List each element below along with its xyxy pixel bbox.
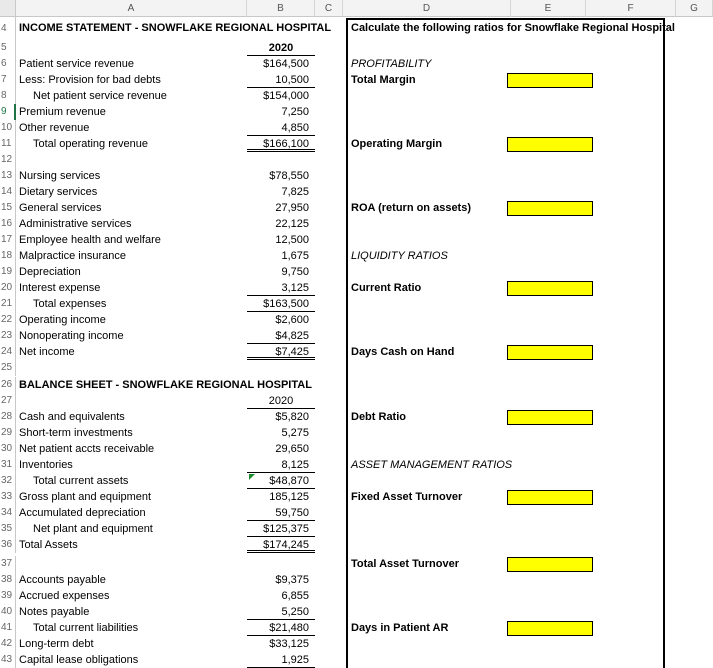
- row-header[interactable]: 12: [0, 152, 16, 168]
- line-item-label[interactable]: Interest expense: [19, 282, 101, 294]
- row-header[interactable]: 20: [0, 280, 16, 296]
- line-item-label[interactable]: Other revenue: [19, 122, 90, 134]
- line-item-label[interactable]: Long-term debt: [19, 638, 94, 650]
- row-header[interactable]: 37: [0, 556, 16, 572]
- line-item-label[interactable]: General services: [19, 202, 102, 214]
- ratio-label[interactable]: Days in Patient AR: [351, 622, 449, 634]
- row-header[interactable]: 42: [0, 636, 16, 652]
- row-header[interactable]: 24: [0, 344, 16, 360]
- line-item-label[interactable]: Total current assets: [33, 475, 129, 487]
- line-item-value[interactable]: 22,125: [275, 218, 309, 230]
- line-item-label[interactable]: Dietary services: [19, 186, 98, 198]
- line-item-value[interactable]: 59,750: [247, 505, 315, 521]
- line-item-label[interactable]: Total Assets: [19, 539, 78, 551]
- ratio-label[interactable]: Operating Margin: [351, 138, 443, 150]
- line-item-value[interactable]: $164,500: [263, 58, 309, 70]
- line-item-value[interactable]: 185,125: [269, 491, 309, 503]
- ratio-answer-cell[interactable]: [507, 410, 593, 425]
- line-item-label[interactable]: Net patient service revenue: [33, 90, 167, 102]
- section-title[interactable]: INCOME STATEMENT - SNOWFLAKE REGIONAL HOSPITAL: [19, 22, 332, 34]
- line-item-value[interactable]: $4,825: [247, 328, 315, 344]
- select-all-corner[interactable]: [0, 0, 16, 17]
- column-header-d[interactable]: D: [343, 0, 511, 17]
- ratio-section-heading[interactable]: ASSET MANAGEMENT RATIOS: [351, 459, 513, 471]
- line-item-label[interactable]: Accounts payable: [19, 574, 106, 586]
- row-header[interactable]: 18: [0, 248, 16, 264]
- line-item-value[interactable]: $7,425: [247, 344, 315, 360]
- column-header-g[interactable]: G: [676, 0, 713, 17]
- line-item-label[interactable]: Capital lease obligations: [19, 654, 139, 666]
- row-header[interactable]: 6: [0, 56, 16, 72]
- line-item-label[interactable]: Notes payable: [19, 606, 90, 618]
- row-header[interactable]: 7: [0, 72, 16, 88]
- line-item-label[interactable]: Malpractice insurance: [19, 250, 126, 262]
- line-item-value[interactable]: 29,650: [275, 443, 309, 455]
- line-item-value[interactable]: 10,500: [247, 72, 315, 88]
- ratio-section-heading[interactable]: LIQUIDITY RATIOS: [351, 250, 448, 262]
- line-item-label[interactable]: Accrued expenses: [19, 590, 110, 602]
- row-header[interactable]: 38: [0, 572, 16, 588]
- line-item-label[interactable]: Cash and equivalents: [19, 411, 125, 423]
- row-header[interactable]: 17: [0, 232, 16, 248]
- row-header[interactable]: 34: [0, 505, 16, 521]
- row-header[interactable]: 35: [0, 521, 16, 537]
- row-header[interactable]: 5: [0, 40, 16, 56]
- line-item-value[interactable]: $154,000: [263, 90, 309, 102]
- line-item-label[interactable]: Net income: [19, 346, 75, 358]
- ratio-answer-cell[interactable]: [507, 281, 593, 296]
- column-header-e[interactable]: E: [511, 0, 586, 17]
- line-item-label[interactable]: Nonoperating income: [19, 330, 124, 342]
- line-item-value[interactable]: $48,870: [247, 473, 315, 489]
- row-header[interactable]: 22: [0, 312, 16, 328]
- row-header[interactable]: 25: [0, 360, 16, 376]
- line-item-value[interactable]: 6,855: [281, 590, 309, 602]
- ratio-answer-cell[interactable]: [507, 201, 593, 216]
- row-header[interactable]: 23: [0, 328, 16, 344]
- year-header[interactable]: 2020: [247, 40, 315, 56]
- column-header-b[interactable]: B: [247, 0, 315, 17]
- line-item-value[interactable]: $21,480: [247, 620, 315, 636]
- line-item-value[interactable]: 4,850: [247, 120, 315, 136]
- ratio-label[interactable]: Days Cash on Hand: [351, 346, 455, 358]
- row-header[interactable]: 14: [0, 184, 16, 200]
- line-item-label[interactable]: Net plant and equipment: [33, 523, 153, 535]
- row-header[interactable]: 21: [0, 296, 16, 312]
- line-item-value[interactable]: $163,500: [247, 296, 315, 312]
- row-header[interactable]: 9: [0, 104, 16, 120]
- line-item-value[interactable]: $78,550: [269, 170, 309, 182]
- ratio-label[interactable]: Fixed Asset Turnover: [351, 491, 463, 503]
- row-header[interactable]: 11: [0, 136, 16, 152]
- ratio-label[interactable]: Total Asset Turnover: [351, 558, 459, 570]
- ratio-label[interactable]: Debt Ratio: [351, 411, 406, 423]
- line-item-value[interactable]: 9,750: [281, 266, 309, 278]
- row-header[interactable]: 28: [0, 409, 16, 425]
- row-header[interactable]: 40: [0, 604, 16, 620]
- line-item-label[interactable]: Employee health and welfare: [19, 234, 161, 246]
- line-item-label[interactable]: Depreciation: [19, 266, 81, 278]
- column-header-a[interactable]: A: [16, 0, 247, 17]
- line-item-value[interactable]: 27,950: [275, 202, 309, 214]
- line-item-value[interactable]: $174,245: [247, 537, 315, 553]
- row-header[interactable]: 43: [0, 652, 16, 668]
- row-header[interactable]: 36: [0, 537, 16, 553]
- row-header[interactable]: 19: [0, 264, 16, 280]
- row-header[interactable]: 41: [0, 620, 16, 636]
- ratio-answer-cell[interactable]: [507, 557, 593, 572]
- row-header[interactable]: 16: [0, 216, 16, 232]
- line-item-label[interactable]: Administrative services: [19, 218, 132, 230]
- line-item-label[interactable]: Total expenses: [33, 298, 107, 310]
- line-item-label[interactable]: Premium revenue: [19, 106, 106, 118]
- row-header[interactable]: 26: [0, 377, 16, 393]
- row-header[interactable]: 15: [0, 200, 16, 216]
- line-item-label[interactable]: Patient service revenue: [19, 58, 134, 70]
- ratio-label[interactable]: ROA (return on assets): [351, 202, 472, 214]
- section-title[interactable]: BALANCE SHEET - SNOWFLAKE REGIONAL HOSPITAL: [19, 379, 312, 391]
- row-header[interactable]: 27: [0, 393, 16, 409]
- line-item-value[interactable]: 12,500: [275, 234, 309, 246]
- line-item-value[interactable]: $2,600: [275, 314, 309, 326]
- ratio-answer-cell[interactable]: [507, 73, 593, 88]
- row-header[interactable]: 31: [0, 457, 16, 473]
- ratios-title[interactable]: Calculate the following ratios for Snowflake Regional Hospital: [351, 22, 675, 34]
- row-header[interactable]: 10: [0, 120, 16, 136]
- line-item-label[interactable]: Nursing services: [19, 170, 101, 182]
- line-item-value[interactable]: 7,825: [281, 186, 309, 198]
- row-header[interactable]: 33: [0, 489, 16, 505]
- line-item-value[interactable]: $5,820: [275, 411, 309, 423]
- ratio-answer-cell[interactable]: [507, 490, 593, 505]
- year-header[interactable]: 2020: [247, 393, 315, 409]
- row-header[interactable]: 39: [0, 588, 16, 604]
- formula-warning-indicator-icon: [249, 474, 255, 480]
- line-item-value[interactable]: 5,250: [247, 604, 315, 620]
- row-header[interactable]: 13: [0, 168, 16, 184]
- ratio-answer-cell[interactable]: [507, 621, 593, 636]
- line-item-label[interactable]: Operating income: [19, 314, 106, 326]
- ratio-section-heading[interactable]: PROFITABILITY: [351, 58, 432, 70]
- line-item-label[interactable]: Total operating revenue: [33, 138, 148, 150]
- line-item-value[interactable]: 3,125: [247, 280, 315, 296]
- row-header[interactable]: 8: [0, 88, 16, 104]
- row-header[interactable]: 30: [0, 441, 16, 457]
- line-item-value[interactable]: 8,125: [247, 457, 315, 473]
- line-item-label[interactable]: Less: Provision for bad debts: [19, 74, 161, 86]
- line-item-label[interactable]: Total current liabilities: [33, 622, 139, 634]
- line-item-value[interactable]: 1,675: [281, 250, 309, 262]
- line-item-value[interactable]: $125,375: [247, 521, 315, 537]
- ratio-answer-cell[interactable]: [507, 137, 593, 152]
- column-header-c[interactable]: C: [315, 0, 343, 17]
- line-item-value[interactable]: $9,375: [275, 574, 309, 586]
- line-item-value[interactable]: $166,100: [247, 136, 315, 152]
- ratio-label[interactable]: Current Ratio: [351, 282, 422, 294]
- row-header[interactable]: 29: [0, 425, 16, 441]
- line-item-label[interactable]: Gross plant and equipment: [19, 491, 152, 503]
- line-item-label[interactable]: Inventories: [19, 459, 73, 471]
- row-header[interactable]: 32: [0, 473, 16, 489]
- ratio-answer-cell[interactable]: [507, 345, 593, 360]
- line-item-value[interactable]: 1,925: [247, 652, 315, 668]
- column-header-f[interactable]: F: [586, 0, 676, 17]
- line-item-value[interactable]: 7,250: [281, 106, 309, 118]
- ratio-label[interactable]: Total Margin: [351, 74, 416, 86]
- line-item-label[interactable]: Short-term investments: [19, 427, 133, 439]
- line-item-value[interactable]: 5,275: [281, 427, 309, 439]
- line-item-label[interactable]: Accumulated depreciation: [19, 507, 146, 519]
- line-item-value[interactable]: $33,125: [269, 638, 309, 650]
- row-header[interactable]: 4: [0, 17, 16, 40]
- line-item-label[interactable]: Net patient accts receivable: [19, 443, 155, 455]
